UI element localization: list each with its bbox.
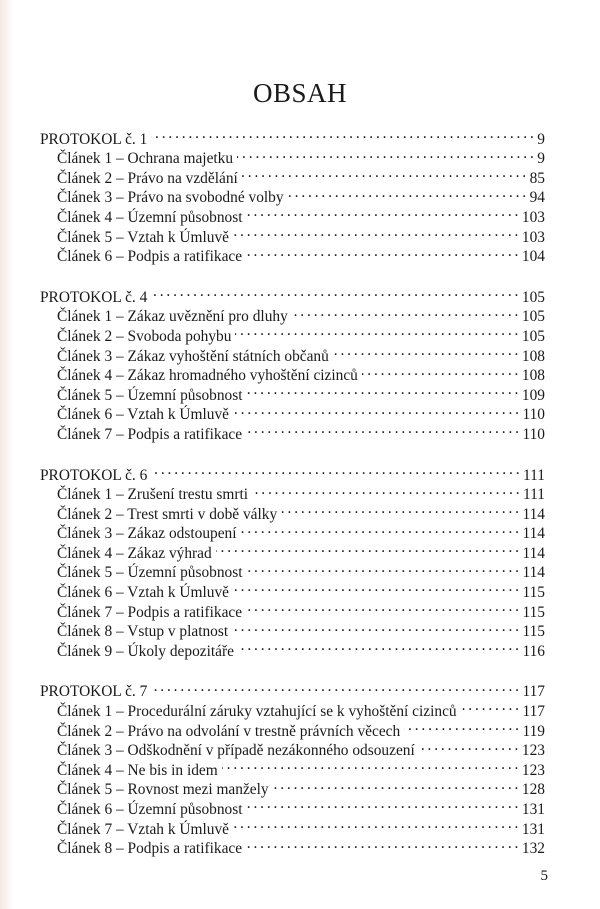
toc-article-entry-label: Článek 8 – Vstup v platnost xyxy=(57,623,229,641)
toc-article-entry-page: 108 xyxy=(521,367,545,385)
dot-leader xyxy=(233,222,518,242)
toc-article-entry-label: Článek 4 – Ne bis in idem xyxy=(57,761,218,779)
toc-article-entry-page: 109 xyxy=(521,386,545,404)
toc-article-entry-label: Článek 5 – Vztah k Úmluvě xyxy=(57,228,229,246)
toc-article-entry-label: Článek 6 – Vztah k Úmluvě xyxy=(57,584,229,602)
toc-protocol-entry-page: 117 xyxy=(522,683,545,701)
toc-article-entry-page: 110 xyxy=(522,406,545,424)
toc-article-entry-label: Článek 6 – Podpis a ratifikace xyxy=(57,248,243,266)
toc-article-entry-page: 119 xyxy=(522,722,545,740)
dot-leader xyxy=(238,636,519,656)
dot-leader xyxy=(246,834,518,854)
toc-article-entry-page: 115 xyxy=(522,623,545,641)
toc-section xyxy=(40,460,545,660)
toc-protocol-entry[interactable] xyxy=(40,460,545,484)
toc-protocol-entry-label: PROTOKOL č. 6 xyxy=(40,466,148,484)
page-title: OBSAH xyxy=(252,78,348,108)
toc-article-entry-page: 132 xyxy=(521,840,545,858)
toc-article-entry-page: 103 xyxy=(521,228,545,246)
toc-article-entry-page: 94 xyxy=(529,189,545,207)
toc-article-entry-label: Článek 7 – Podpis a ratifikace xyxy=(57,603,243,621)
toc-article-entry-label: Článek 7 – Vztah k Úmluvě xyxy=(57,820,229,838)
dot-leader xyxy=(151,677,518,697)
toc-article-entry-page: 114 xyxy=(522,505,545,523)
toc-article-entry-label: Článek 1 – Zrušení trestu smrti xyxy=(57,486,249,504)
dot-leader xyxy=(292,302,518,322)
toc-article-entry-label: Článek 4 – Územní působnost xyxy=(57,208,243,226)
dot-leader xyxy=(419,736,518,756)
toc-protocol-entry-page: 9 xyxy=(537,130,545,148)
toc-article-entry-label: Článek 7 – Podpis a ratifikace xyxy=(57,425,243,443)
toc-protocol-entry-page: 105 xyxy=(521,288,545,306)
dot-leader xyxy=(246,242,518,262)
dot-leader xyxy=(246,419,518,439)
dot-leader xyxy=(233,400,519,420)
toc-article-entry-label: Článek 2 – Trest smrti v době války xyxy=(57,505,278,523)
toc-article-entry-page: 131 xyxy=(521,820,545,838)
toc-article-entry-page: 128 xyxy=(521,781,545,799)
dot-leader xyxy=(232,617,518,637)
toc-article-entry-page: 85 xyxy=(529,169,545,187)
page-number: 5 xyxy=(540,868,548,884)
dot-leader xyxy=(247,202,518,222)
toc-article-entry-page: 114 xyxy=(522,564,545,582)
toc-article-entry-page: 105 xyxy=(521,308,545,326)
toc-article-entry-label: Článek 1 – Procedurální záruky vztahující se k vyhoštění cizinců xyxy=(57,703,457,721)
dot-leader xyxy=(246,597,518,617)
dot-leader xyxy=(362,361,518,381)
toc-protocol-entry-page: 111 xyxy=(523,466,545,484)
dot-leader xyxy=(281,499,518,519)
toc-article-entry-label: Článek 9 – Úkoly depozitáře xyxy=(57,642,234,660)
dot-leader xyxy=(237,144,533,164)
toc-section xyxy=(40,282,545,443)
toc-article-entry-label: Článek 6 – Územní působnost xyxy=(57,801,243,818)
toc-article-entry-page: 114 xyxy=(522,544,545,562)
page-edge-shadow xyxy=(0,0,14,909)
dot-leader xyxy=(216,538,519,558)
table-of-contents xyxy=(40,124,545,874)
toc-article-entry-label: Článek 3 – Zákaz vyhoštění státních občanů xyxy=(57,347,329,365)
dot-leader xyxy=(333,341,518,361)
dot-leader xyxy=(241,519,519,539)
toc-article-entry-label: Článek 3 – Zákaz odstoupení xyxy=(57,525,237,543)
dot-leader xyxy=(151,282,518,302)
toc-article-entry-label: Článek 2 – Právo na odvolání v trestně právních věcech xyxy=(57,722,401,740)
dot-leader xyxy=(222,755,518,775)
toc-article-entry-page: 108 xyxy=(521,347,545,365)
dot-leader xyxy=(242,163,526,183)
dot-leader xyxy=(247,794,518,814)
toc-article-entry-page: 105 xyxy=(521,327,545,345)
toc-protocol-entry[interactable] xyxy=(40,677,545,701)
toc-article-entry-label: Článek 5 – Územní působnost xyxy=(57,564,243,582)
toc-article-entry-label: Článek 1 – Ochrana majetku xyxy=(57,150,234,168)
dot-leader xyxy=(151,124,533,144)
toc-article-entry-label: Článek 3 – Odškodnění v případě nezákonného odsouzení xyxy=(57,742,415,760)
toc-article-entry-page: 110 xyxy=(522,425,545,443)
dot-leader xyxy=(288,183,526,203)
toc-article-entry-page: 123 xyxy=(521,742,545,760)
toc-article-entry-label: Článek 1 – Zákaz uvěznění pro dluhy xyxy=(57,308,288,326)
dot-leader xyxy=(235,321,517,341)
toc-article-entry-page: 131 xyxy=(521,801,545,818)
toc-protocol-entry[interactable] xyxy=(40,282,545,306)
toc-article-entry-label: Článek 4 – Zákaz hromadného vyhoštění cizinců xyxy=(57,367,358,385)
toc-protocol-entry[interactable] xyxy=(40,124,545,148)
dot-leader xyxy=(233,577,519,597)
toc-section xyxy=(40,677,545,858)
toc-article-entry-page: 114 xyxy=(522,525,545,543)
toc-article-entry-page: 9 xyxy=(537,150,545,168)
dot-leader xyxy=(273,775,518,795)
dot-leader xyxy=(404,716,518,736)
dot-leader xyxy=(151,460,519,480)
dot-leader xyxy=(247,380,518,400)
toc-article-entry-label: Článek 2 – Právo na vzdělání xyxy=(57,169,238,187)
toc-article-entry-label: Článek 5 – Rovnost mezi manžely xyxy=(57,781,269,799)
toc-protocol-entry-label: PROTOKOL č. 7 xyxy=(40,683,148,701)
toc-article-entry-page: 111 xyxy=(523,486,545,504)
toc-section xyxy=(40,124,545,266)
toc-article-entry-label: Článek 8 – Podpis a ratifikace xyxy=(57,840,243,858)
toc-protocol-entry-label: PROTOKOL č. 1 xyxy=(40,130,148,148)
dot-leader xyxy=(247,558,519,578)
dot-leader xyxy=(233,814,518,834)
toc-article-entry-page: 103 xyxy=(521,208,545,226)
dot-leader xyxy=(252,480,519,500)
toc-article-entry-page: 123 xyxy=(521,761,545,779)
toc-article-entry-label: Článek 2 – Svoboda pohybu xyxy=(57,327,232,345)
toc-article-entry-page: 116 xyxy=(522,642,545,660)
dot-leader xyxy=(461,696,519,716)
toc-article-entry-page: 115 xyxy=(522,603,545,621)
toc-article-entry-page: 104 xyxy=(521,248,545,266)
toc-article-entry-label: Článek 6 – Vztah k Úmluvě xyxy=(57,406,229,424)
toc-article-entry-page: 115 xyxy=(522,584,545,602)
toc-article-entry-label: Článek 4 – Zákaz výhrad xyxy=(57,544,212,562)
toc-protocol-entry-label: PROTOKOL č. 4 xyxy=(40,288,148,306)
toc-article-entry-label: Článek 5 – Územní působnost xyxy=(57,386,243,404)
toc-article-entry-label: Článek 3 – Právo na svobodné volby xyxy=(57,189,284,207)
toc-article-entry-page: 117 xyxy=(522,703,545,721)
